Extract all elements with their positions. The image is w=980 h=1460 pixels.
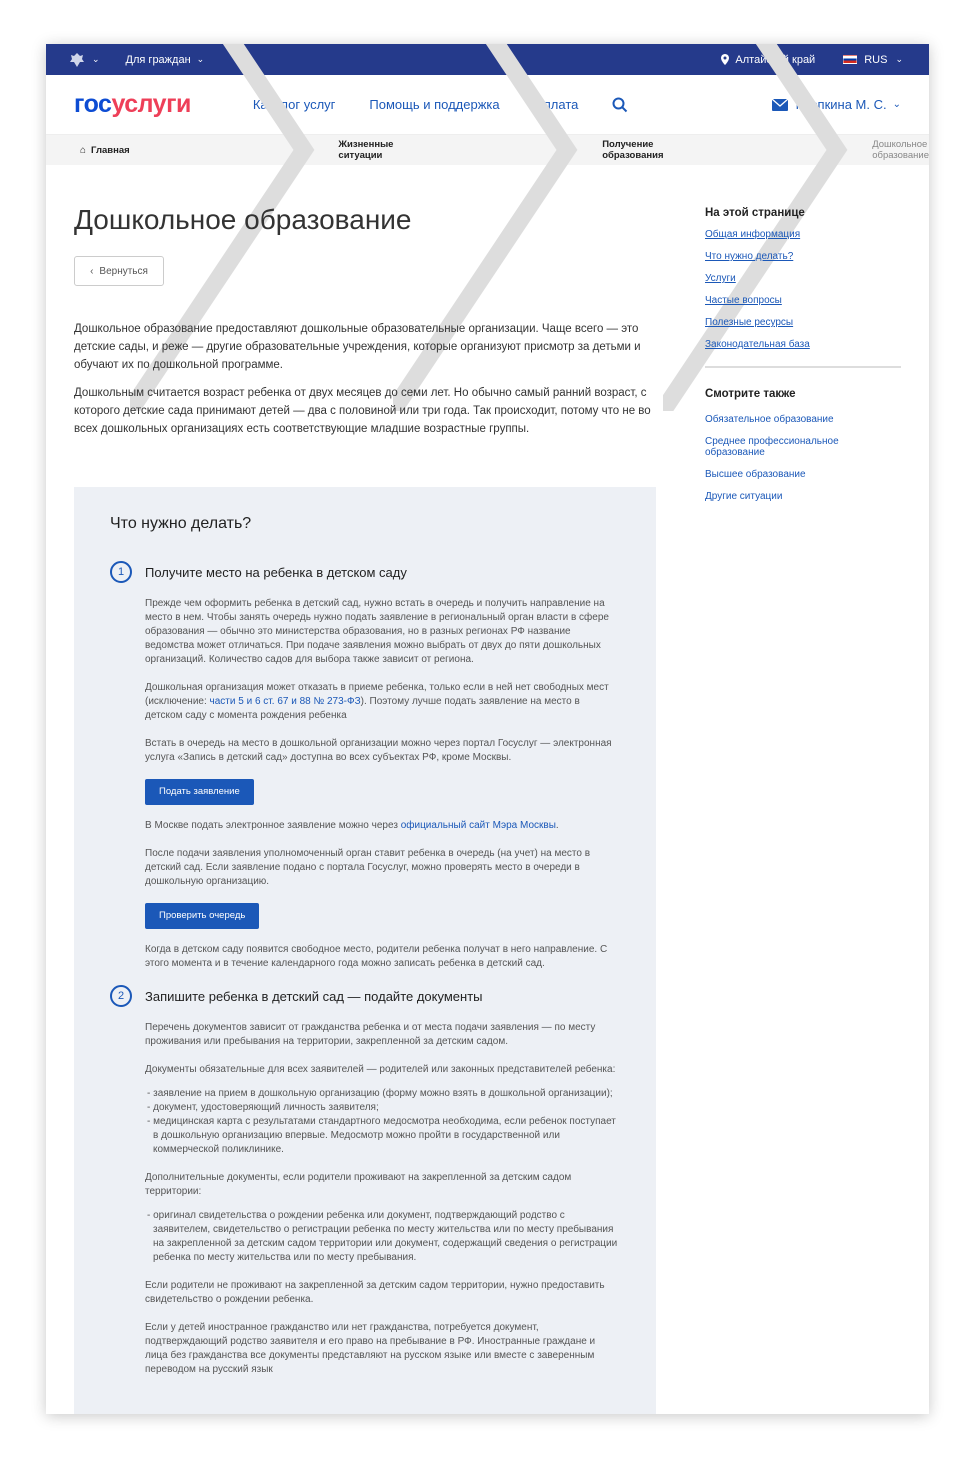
- step-paragraph: Если родители не проживают на закрепленной за детским садом территории, нужно предоставить свидетельство о рождении ребенка.: [145, 1280, 605, 1305]
- text-segment: В Москве подать электронное заявление можно через: [145, 820, 401, 831]
- text-segment: Дошкольная организация может отказать в приеме ребенка, только если в ней нет свободных мест (исключение:: [145, 682, 609, 707]
- text-segment: .: [555, 820, 559, 831]
- text-segment: ). Поэтому лучше подать заявление на место в детском саду с момента рождения ребенка: [145, 696, 580, 721]
- required-documents-list: [145, 1087, 620, 1157]
- see-also-higher-education[interactable]: Высшее образование: [705, 469, 806, 480]
- see-also-compulsory-education[interactable]: Обязательное образование: [705, 414, 834, 425]
- on-page-title: На этой странице: [705, 207, 805, 219]
- breadcrumb-label: Получение образования: [602, 139, 664, 161]
- anchor-general-info[interactable]: Общая информация: [705, 229, 801, 240]
- mayor-site-link[interactable]: официальный сайт Мэра Москвы: [400, 820, 556, 831]
- home-icon: ⌂: [80, 144, 87, 156]
- breadcrumb-home[interactable]: [80, 135, 130, 165]
- anchor-what-to-do[interactable]: Что нужно делать?: [705, 251, 794, 262]
- list-item: - оригинал свидетельства о рождении ребенка или документ, подтверждающий родство с заявителем, свидетельство о регистрации ребенка по месту жительства или по месту пребывания на закрепленной за детским садом территории или документ, содержащий сведения о регистрации ребенка по месту жительства или по месту пребывания.: [147, 1210, 618, 1263]
- step-paragraph: Документы обязательные для всех заявителей — родителей или законных представителей ребенка:: [145, 1064, 616, 1075]
- step-1: [110, 561, 620, 971]
- logo-part-gos: гос: [74, 90, 112, 118]
- breadcrumb: [46, 135, 929, 165]
- breadcrumb-label: Главная: [91, 144, 130, 156]
- section-title: Что нужно делать?: [110, 515, 252, 532]
- list-item: - медицинская карта с результатами стандартного медосмотра необходима, если ребенок поступает в дошкольную организацию впервые. Медосмотр можно пройти в государственной или коммерческой поликлинике.: [147, 1116, 616, 1155]
- see-also-vocational-education[interactable]: Среднее профессиональное образование: [705, 436, 839, 458]
- breadcrumb-life-situations[interactable]: [338, 135, 393, 165]
- breadcrumb-education[interactable]: [602, 135, 663, 165]
- step-body: [145, 1021, 620, 1377]
- user-name: Кнопкина М. С.: [795, 97, 887, 112]
- anchor-faq[interactable]: Частые вопросы: [705, 295, 782, 306]
- emblem-menu[interactable]: [68, 51, 100, 69]
- additional-documents-list: [145, 1209, 620, 1265]
- step-title: Получите место на ребенка в детском саду: [145, 564, 407, 580]
- step-paragraph: Когда в детском саду появится свободное место, родители ребенка получат в него направление. С этого момента и в течение календарного года можно записать ребенка в детский сад.: [145, 944, 608, 969]
- anchor-services[interactable]: Услуги: [705, 273, 736, 284]
- breadcrumb-label: Дошкольное образование: [872, 139, 929, 161]
- anchor-useful-resources[interactable]: Полезные ресурсы: [705, 317, 794, 328]
- chevron-down-icon: ⌄: [92, 54, 100, 64]
- step-paragraph: Перечень документов зависит от гражданства ребенка и от места подачи заявления — по месту проживания или пребывания на территории, закрепленной за детским садом.: [145, 1022, 596, 1047]
- step-paragraph: Прежде чем оформить ребенка в детский сад, нужно встать в очередь и получить направление на место в нем. Чтобы занять очередь нужно подать заявление в региональный орган власти в сфере образования — обычно это министерства образования, но в разных регионах РФ название ведомства может отличаться. При подаче заявления можно выбрать от двух до пяти дошкольных организаций. Количество садов для выбора также зависит от региона.: [145, 598, 609, 665]
- sidebar-divider: [705, 366, 901, 368]
- see-also-other-situations[interactable]: Другие ситуации: [705, 491, 783, 502]
- step-number: 1: [110, 561, 132, 583]
- chevron-down-icon: ⌄: [892, 99, 901, 110]
- nav-help[interactable]: Помощь и поддержка: [369, 97, 500, 112]
- main-content: [74, 204, 656, 448]
- right-sidebar: [705, 207, 901, 513]
- region-label: Алтайский край: [735, 53, 816, 66]
- language-label: RUS: [864, 53, 888, 66]
- intro-paragraph: Дошкольным считается возраст ребенка от двух месяцев до семи лет. Но обычно самый ранний возраст, с которого детские сада принимают детей — два с половиной или три года. Так происходит, потому что не во всех дошкольных организациях есть соответствующие младшие возрастные группы.: [74, 387, 651, 435]
- intro-text: [74, 320, 656, 438]
- step-paragraph: После подачи заявления уполномоченный орган ставит ребенка в очередь (на учет) на место в детский сад. Если заявление подано с портала Госуслуг, можно проверять место в очереди в дошкольную организацию.: [145, 848, 591, 887]
- nav-catalog[interactable]: Каталог услуг: [252, 97, 336, 112]
- search-icon[interactable]: [612, 97, 628, 113]
- law-link[interactable]: части 5 и 6 ст. 67 и 88 № 273-ФЗ: [209, 696, 361, 707]
- nav-payment[interactable]: Оплата: [533, 97, 579, 112]
- back-button[interactable]: [74, 256, 164, 286]
- page-title: Дошкольное образование: [74, 204, 412, 235]
- step-paragraph: [145, 681, 620, 723]
- check-queue-button[interactable]: Проверить очередь: [145, 903, 259, 929]
- list-item: - заявление на прием в дошкольную организацию (форму можно взять в дошкольной организации);: [147, 1088, 613, 1099]
- back-label: Вернуться: [99, 265, 148, 277]
- step-title: Запишите ребенка в детский сад — подайте документы: [145, 988, 483, 1004]
- submit-application-button[interactable]: Подать заявление: [145, 779, 254, 805]
- step-paragraph: Дополнительные документы, если родители проживают на закрепленной за детским садом территории:: [145, 1172, 572, 1197]
- breadcrumb-label: Жизненные ситуации: [338, 139, 394, 161]
- step-paragraph: [145, 819, 620, 833]
- anchor-legislation[interactable]: Законодательная база: [705, 339, 810, 350]
- step-2: [110, 985, 620, 1377]
- browser-page: [46, 44, 929, 1414]
- audience-label: Для граждан: [125, 53, 191, 66]
- step-paragraph: Если у детей иностранное гражданство или нет гражданства, потребуется документ, подтверждающий родство заявителя и его право на пребывание в РФ. Иностранные граждане и лица без гражданства все документы представляют на русском языке или вместе с заверенным переводом на русский язык: [145, 1322, 596, 1375]
- chevron-down-icon: ⌄: [196, 54, 205, 64]
- logo-part-uslugi: услуги: [111, 90, 191, 118]
- what-to-do-section: [74, 487, 656, 1414]
- list-item: - документ, удостоверяющий личность заявителя;: [147, 1102, 379, 1113]
- see-also-title: Смотрите также: [705, 388, 796, 400]
- step-number: 2: [110, 985, 132, 1007]
- step-body: [145, 597, 620, 971]
- intro-paragraph: Дошкольное образование предоставляют дошкольные образовательные организации. Чаще всего — это детские сады, и реже — другие образовательные учреждения, которые организуют присмотр за детьми и обучают их по дошкольной программе.: [74, 323, 641, 371]
- chevron-left-icon: ‹: [90, 265, 94, 277]
- chevron-down-icon: ⌄: [895, 54, 903, 64]
- coat-of-arms-icon: [68, 51, 86, 69]
- step-paragraph: Встать в очередь на место в дошкольной организации можно через портал Госуслуг — электронная услуга «Запись в детский сад» доступна во всех субъектах РФ, кроме Москвы.: [145, 738, 612, 763]
- breadcrumb-current: [872, 135, 929, 165]
